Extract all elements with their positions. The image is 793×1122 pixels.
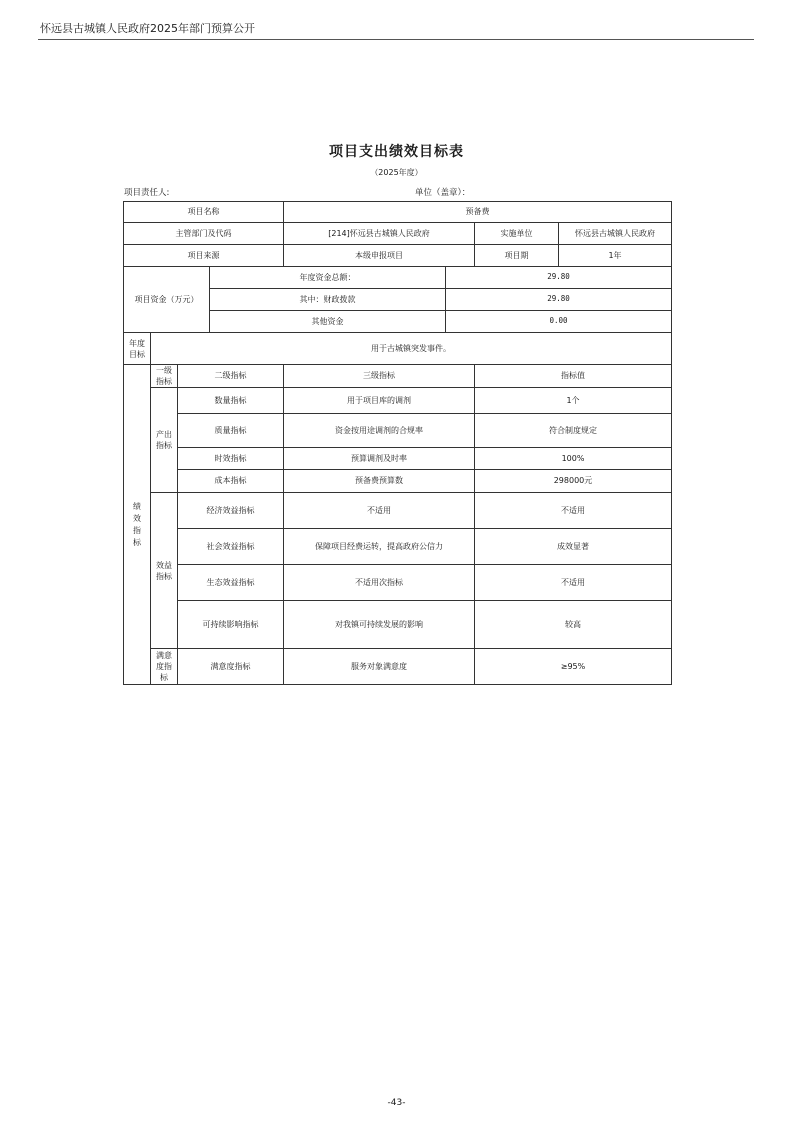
- document-subtitle: （2025年度）: [370, 168, 423, 177]
- table-row: [124, 649, 672, 685]
- performance-target-table: [123, 201, 672, 685]
- project-funds-label: 项目资金（万元）: [124, 267, 210, 333]
- level2-cell: 数量指标: [178, 388, 284, 414]
- project-name-label: 项目名称: [124, 202, 284, 223]
- funds-total-row: [124, 267, 672, 289]
- level3-cell: 保障项目经费运转，提高政府公信力: [284, 529, 475, 565]
- table-row: [124, 448, 672, 470]
- department-row: [124, 223, 672, 245]
- level3-cell: 预备费预算数: [284, 470, 475, 493]
- table-row: [124, 601, 672, 649]
- output-indicators-label: 产出指标: [151, 388, 178, 493]
- document-title: 项目支出绩效目标表: [329, 144, 464, 160]
- indicator-value-cell: 1个: [475, 388, 672, 414]
- project-source-row: [124, 245, 672, 267]
- level2-cell: 可持续影响指标: [178, 601, 284, 649]
- indicator-value-cell: 不适用: [475, 565, 672, 601]
- table-row: [124, 529, 672, 565]
- indicator-header-row: [124, 365, 672, 388]
- page-number: -43-: [387, 1098, 406, 1108]
- indicator-value-cell: 100%: [475, 448, 672, 470]
- department-value: [214]怀远县古城镇人民政府: [284, 223, 475, 245]
- page-header: 怀远县古城镇人民政府2025年部门预算公开: [40, 22, 255, 35]
- table-row: [124, 493, 672, 529]
- performance-indicators-label: 绩效指标: [124, 365, 151, 685]
- project-name-row: [124, 202, 672, 223]
- implementing-unit-label: 实施单位: [475, 223, 559, 245]
- level3-cell: 服务对象满意度: [284, 649, 475, 685]
- fiscal-funds-value: 29.80: [446, 289, 672, 311]
- header-divider: [38, 39, 754, 40]
- level3-cell: 不适用次指标: [284, 565, 475, 601]
- level3-cell: 对我镇可持续发展的影响: [284, 601, 475, 649]
- indicator-value-cell: ≥95%: [475, 649, 672, 685]
- level3-header: 三级指标: [284, 365, 475, 388]
- annual-goal-label: 年度目标: [124, 333, 151, 365]
- level2-cell: 满意度指标: [178, 649, 284, 685]
- fiscal-funds-label: 其中：财政拨款: [210, 289, 446, 311]
- level2-cell: 时效指标: [178, 448, 284, 470]
- indicator-value-cell: 较高: [475, 601, 672, 649]
- level2-cell: 质量指标: [178, 414, 284, 448]
- level2-cell: 成本指标: [178, 470, 284, 493]
- level2-cell: 社会效益指标: [178, 529, 284, 565]
- level3-cell: 不适用: [284, 493, 475, 529]
- responsible-person-label: 项目责任人:: [124, 188, 170, 198]
- annual-total-label: 年度资金总额：: [210, 267, 446, 289]
- benefit-indicators-label: 效益指标: [151, 493, 178, 649]
- table-row: [124, 388, 672, 414]
- level2-cell: 生态效益指标: [178, 565, 284, 601]
- level3-cell: 用于项目库的调剂: [284, 388, 475, 414]
- other-funds-label: 其他资金: [210, 311, 446, 333]
- level2-header: 二级指标: [178, 365, 284, 388]
- indicator-value-cell: 符合制度规定: [475, 414, 672, 448]
- level3-cell: 预算调剂及时率: [284, 448, 475, 470]
- table-row: [124, 565, 672, 601]
- project-source-label: 项目来源: [124, 245, 284, 267]
- level3-cell: 资金按用途调剂的合规率: [284, 414, 475, 448]
- implementing-unit-value: 怀远县古城镇人民政府: [559, 223, 672, 245]
- indicator-value-cell: 成效显著: [475, 529, 672, 565]
- indicator-value-header: 指标值: [475, 365, 672, 388]
- annual-total-value: 29.80: [446, 267, 672, 289]
- indicator-value-cell: 298000元: [475, 470, 672, 493]
- other-funds-value: 0.00: [446, 311, 672, 333]
- table-row: [124, 470, 672, 493]
- department-label: 主管部门及代码: [124, 223, 284, 245]
- project-period-value: 1年: [559, 245, 672, 267]
- satisfaction-indicators-label: 满意度指标: [151, 649, 178, 685]
- level1-header: 一级指标: [151, 365, 178, 388]
- annual-goal-value: 用于古城镇突发事件。: [151, 333, 672, 365]
- project-source-value: 本级申报项目: [284, 245, 475, 267]
- indicator-value-cell: 不适用: [475, 493, 672, 529]
- table-row: [124, 414, 672, 448]
- annual-goal-row: [124, 333, 672, 365]
- level2-cell: 经济效益指标: [178, 493, 284, 529]
- unit-seal-label: 单位（盖章）：: [415, 188, 471, 198]
- project-name-value: 预备费: [284, 202, 672, 223]
- project-period-label: 项目期: [475, 245, 559, 267]
